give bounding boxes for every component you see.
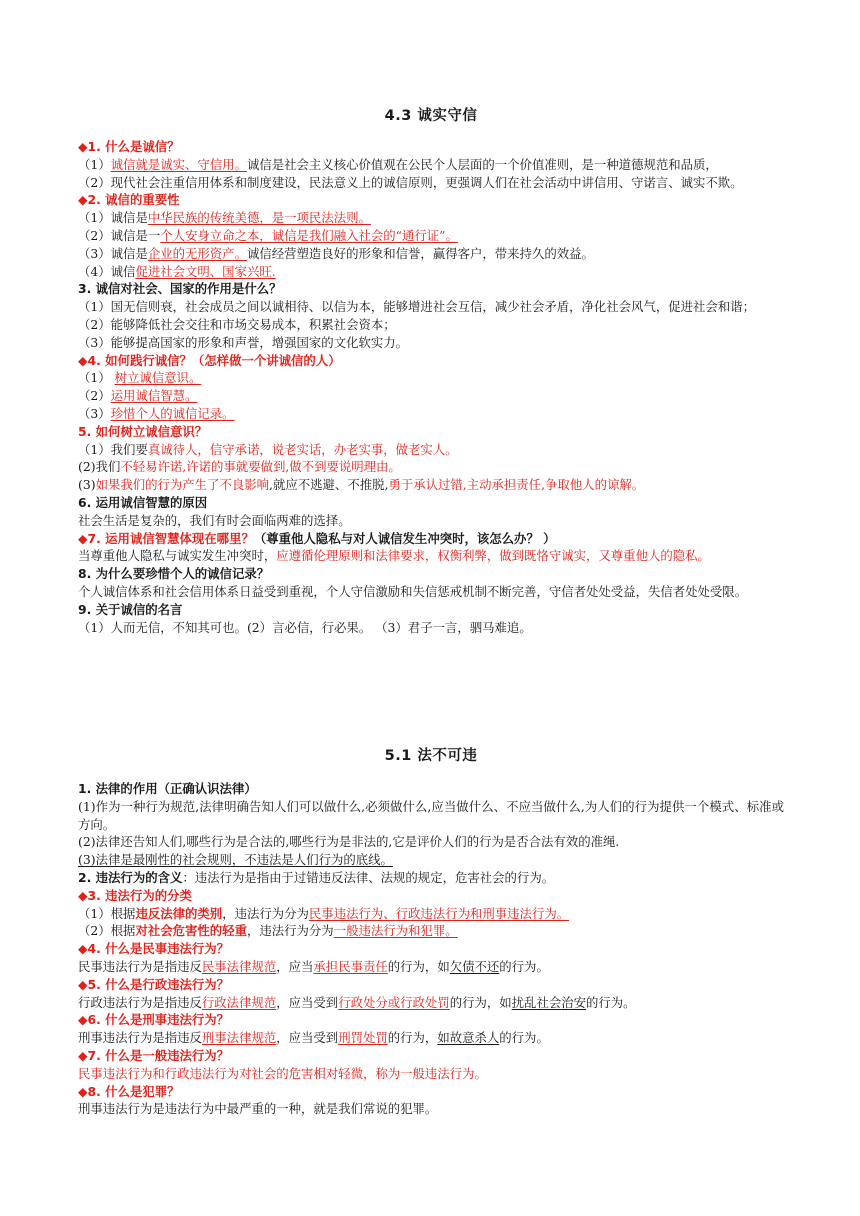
text-line [78, 476, 784, 494]
text-line [78, 958, 784, 976]
text-run: 刑罚处罚 [338, 1030, 388, 1046]
text-run: (2)法律还告知人们,哪些行为是合法的,哪些行为是非法的,它是评价人们的行为是否合法有效的准绳. [78, 834, 620, 850]
text-line [78, 156, 784, 174]
text-run: (3) [78, 477, 96, 493]
text-run: 刑事违法行为是违法行为中最严重的一种，就是我们常说的犯罪。 [78, 1101, 438, 1117]
text-run: 违反法律的类别 [135, 905, 223, 921]
text-line [78, 547, 784, 565]
text-run: （2） [78, 388, 111, 404]
text-line [78, 1083, 784, 1101]
text-line [78, 601, 784, 619]
text-run: ◆7. 什么是一般违法行为？ [78, 1047, 230, 1063]
text-line [78, 387, 784, 405]
text-run: 勇于承认过错,主动承担责任,争取他人的谅解。 [388, 477, 645, 493]
text-run: ◆4. 如何践行诚信？（怎样做一个讲诚信的人） [78, 352, 341, 368]
text-run: 的行为，如 [387, 958, 450, 974]
text-run: ◆4. 什么是民事违法行为？ [78, 941, 230, 957]
text-run: 真诚待人，信守承诺，说老实话，办老实事，做老实人。 [147, 441, 458, 457]
text-line [78, 565, 784, 583]
section-body-honesty [78, 138, 784, 636]
text-line [78, 583, 784, 601]
text-run: 诚信是社会主义核心价值观在公民个人层面的一个价值准则，是一种道德规范和品质， [246, 156, 718, 172]
text-line [78, 1011, 784, 1029]
text-run: 珍惜个人的诚信记录。 [110, 405, 235, 421]
text-line [78, 245, 784, 263]
text-run: 不轻易许诺,许诺的事就要做到,做不到要说明理由。 [120, 459, 401, 475]
text-line [78, 138, 784, 156]
text-line [78, 494, 784, 512]
text-run: 个人安身立命之本，诚信是我们融入社会的“通行证”。 [160, 227, 458, 243]
text-line [78, 423, 784, 441]
text-run: ，应当受到 [276, 994, 339, 1010]
text-run: ◆8. 什么是犯罪？ [78, 1083, 180, 1099]
text-line [78, 263, 784, 281]
text-line [78, 1047, 784, 1065]
text-run: （2）诚信是一 [78, 227, 161, 243]
text-run: 社会生活是复杂的，我们有时会面临两难的选择。 [78, 512, 351, 528]
text-line [78, 352, 784, 370]
text-run: 行政法律规范 [201, 994, 277, 1010]
text-run: 3. 诚信对社会、国家的作用是什么？ [78, 281, 282, 297]
text-run: ,就应不逃避、不推脱, [269, 477, 389, 493]
text-run: 2. 违法行为的含义 [78, 869, 183, 885]
text-run: （1） [78, 370, 115, 386]
section-title-honesty: 4.3 诚实守信 [384, 108, 478, 124]
text-run: ◆7. 运用诚信智慧体现在哪里？ [78, 530, 254, 546]
text-run: （4）诚信 [78, 263, 136, 279]
text-line [78, 905, 784, 923]
text-line [78, 994, 784, 1012]
text-run: 促进社会文明、国家兴旺. [135, 263, 276, 279]
text-run: （1）我们要 [78, 441, 148, 457]
text-run: 企业的无形资产。 [147, 245, 247, 261]
text-run: 树立诚信意识。 [114, 370, 202, 386]
text-run: 的行为。 [499, 1030, 549, 1046]
text-run: ，违法行为分为 [222, 905, 309, 921]
text-run: （1）国无信则衰，社会成员之间以诚相待、以信为本，能够增进社会互信，减少社会矛盾，净化社会风气，促进社会和谐； [78, 299, 755, 315]
text-run: 民事违法行为和行政违法行为对社会的危害相对轻微，称为一般违法行为。 [78, 1065, 487, 1081]
text-run: 5. 如何树立诚信意识？ [78, 423, 208, 439]
text-line [78, 209, 784, 227]
text-run: ，违法行为分为 [246, 923, 334, 939]
text-run: 运用诚信智慧。 [110, 388, 198, 404]
text-line [78, 280, 784, 298]
text-line [78, 191, 784, 209]
text-run: 扰乱社会治安 [511, 994, 587, 1010]
text-run: （1）根据 [78, 905, 136, 921]
text-run: ◆2. 诚信的重要性 [78, 192, 180, 208]
text-line [78, 833, 784, 851]
section-body-law [78, 780, 784, 1118]
text-line [78, 530, 784, 548]
text-run: ，应当 [276, 958, 314, 974]
section-title-law: 5.1 法不可违 [384, 748, 478, 764]
text-run: 6. 运用诚信智慧的原因 [78, 494, 208, 510]
text-line [78, 174, 784, 192]
text-run: ，应当受到 [276, 1030, 339, 1046]
text-run: （2）根据 [78, 923, 136, 939]
text-run: 对社会危害性的轻重 [135, 923, 247, 939]
text-line [78, 458, 784, 476]
text-run: 如果我们的行为产生了不良影响 [95, 477, 270, 493]
text-run: 应遵循伦理原则和法律要求，权衡利弊，做到既恪守诚实，又尊重他人的隐私。 [276, 548, 710, 564]
text-line [78, 619, 784, 637]
text-run: 当尊重他人隐私与诚实发生冲突时， [78, 548, 277, 564]
text-run: 的行为， [387, 1030, 438, 1046]
text-run: 诚信就是诚实、守信用。 [110, 156, 247, 172]
text-run: (1)作为一种行为规范,法律明确告知人们可以做什么,必须做什么,应当做什么、不应当做什么,为人们的行为提供一个模式、标准或方向。 [78, 798, 784, 832]
text-run: （3）能够提高国家的形象和声誉，增强国家的文化软实力。 [78, 334, 409, 350]
text-run: （2）现代社会注重信用体系和制度建设，民法意义上的诚信原则，更强调人们在社会活动中讲信用、守诺言、诚实不欺。 [78, 174, 743, 190]
text-line [78, 887, 784, 905]
text-run: 一般违法行为和犯罪。 [333, 923, 458, 939]
text-line [78, 869, 784, 887]
text-line [78, 780, 784, 798]
text-line [78, 922, 784, 940]
text-line [78, 976, 784, 994]
text-run: ◆1. 什么是诚信？ [78, 139, 180, 154]
text-run: （尊重他人隐私与对人诚信发生冲突时，该怎么办？ ） [253, 530, 556, 546]
text-run: 1. 法律的作用（正确认识法律） [78, 781, 257, 796]
text-run: 8. 为什么要珍惜个人的诚信记录？ [78, 566, 270, 582]
text-line [78, 441, 784, 459]
text-line [78, 316, 784, 334]
text-run: 9. 关于诚信的名言 [78, 601, 183, 617]
text-run: ◆3. 违法行为的分类 [78, 887, 192, 903]
text-run: 诚信经营塑造良好的形象和信誉，赢得客户，带来持久的效益。 [246, 245, 594, 261]
text-line [78, 1065, 784, 1083]
text-run: ◆6. 什么是刑事违法行为？ [78, 1012, 230, 1028]
text-line [78, 227, 784, 245]
text-run: （3）诚信是 [78, 245, 148, 261]
text-run: ◆5. 什么是行政违法行为？ [78, 976, 230, 992]
text-run: 民事违法行为、行政违法行为和刑事违法行为。 [308, 905, 570, 921]
text-line [78, 851, 784, 869]
text-run: （1）人而无信，不知其可也。(2）言必信，行必果。 （3）君子一言，驷马难追。 [78, 619, 532, 635]
text-run: 中华民族的传统美德，是一项民法法则。 [147, 210, 371, 226]
text-line [78, 405, 784, 423]
text-run: 的行为。 [586, 994, 636, 1010]
text-line [78, 298, 784, 316]
text-run: ：违法行为是指由于过错违反法律、法规的规定，危害社会的行为。 [182, 869, 555, 885]
text-line [78, 798, 784, 834]
text-line [78, 369, 784, 387]
text-run: （1）诚信是 [78, 210, 148, 226]
text-run: (2)我们 [78, 459, 121, 475]
text-run: 刑事法律规范 [201, 1030, 277, 1046]
text-run: 民事违法行为是指违反 [78, 958, 202, 974]
text-run: （3） [78, 405, 111, 421]
text-run: 如故意杀人 [437, 1030, 500, 1046]
text-run: 行政违法行为是指违反 [78, 994, 202, 1010]
text-run: （2）能够降低社会交往和市场交易成本，积累社会资本； [78, 316, 396, 332]
text-line [78, 1029, 784, 1047]
text-line [78, 940, 784, 958]
text-run: 承担民事责任 [313, 958, 388, 974]
text-run: 行政处分或行政处罚 [338, 994, 450, 1010]
text-run: 民事法律规范 [201, 958, 277, 974]
text-run: 刑事违法行为是指违反 [78, 1030, 202, 1046]
text-line [78, 334, 784, 352]
text-run: （1） [78, 156, 111, 172]
text-line [78, 512, 784, 530]
text-line [78, 1100, 784, 1118]
text-run: 欠债不还 [449, 958, 500, 974]
text-run: (3)法律是最刚性的社会规则，不违法是人们行为的底线。 [78, 852, 393, 868]
text-run: 个人诚信体系和社会信用体系日益受到重视，个人守信激励和失信惩戒机制不断完善，守信者处处受益，失信者处处受限。 [78, 583, 748, 599]
text-run: 的行为。 [499, 958, 549, 974]
text-run: 的行为，如 [449, 994, 512, 1010]
